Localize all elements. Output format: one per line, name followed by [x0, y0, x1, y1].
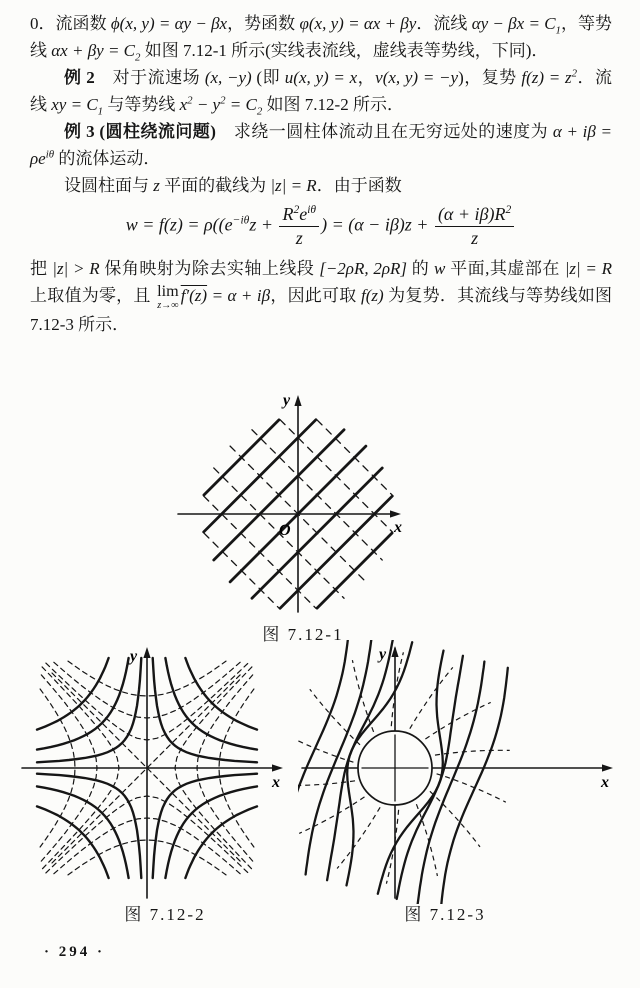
text-block: [30, 10, 612, 338]
y-axis-label: y: [379, 646, 387, 663]
paragraph-setup: 设圆柱面与 z 平面的截线为 |z| = R．由于函数: [64, 176, 402, 195]
figure-7-12-1: [158, 386, 498, 646]
paragraph-intro: 0．流函数 ϕ(x, y) = αy − βx，势函数 φ(x, y) = αx + βy．流线 $\alpha y - \beta x = C_1$，等势线 $\alpha x + \beta y = C_2$ 如图 7.12-1 所示(实线表流线，虚线表等势线，下同)．: [30, 14, 613, 64]
paragraph-mapping: 把 |z| > R 保角映射为除去实轴上线段 [−2ρR, 2ρR] 的 w 平面,其虚部在 |z| = R 上取值为零，且 lim z→∞ f′(z) = α + iβ，因此可取 f(z) 为复势．其流线与等势线如图 7.12-3 所示．: [30, 259, 613, 335]
x-axis-label: x: [601, 774, 609, 791]
figure-7-12-1-plot: [158, 386, 498, 624]
figure-7-12-3-plot: [298, 640, 628, 904]
x-axis-label: x: [394, 519, 402, 536]
x-axis-label: x: [272, 774, 280, 791]
figure-caption-2: 图 7.12-2: [124, 905, 206, 924]
figure-7-12-2: [10, 640, 310, 926]
paragraph-example-2: 例 2 对于流速场 (x, −y) (即 u(x, y) = x，v(x, y) = −y)，复势 $f(z) = z^2$．流线 xy = $C_1$ 与等势线 $x^2 - y^2 = C_2$ 如图 7.12-2 所示．: [30, 67, 613, 118]
figure-7-12-3: [298, 640, 628, 926]
figure-caption-1: 图 7.12-1: [262, 625, 344, 644]
formula-complex-potential: $w = f(z) = \rho((e^{-i\theta}z$ + $\frac{R^2e^{i\theta}}{z}$ ) = (α − iβ)z + $\frac{(\alpha + i\beta)R^2}{z}$: [30, 204, 612, 248]
paragraph-example-3: 例 3 (圆柱绕流问题) 求绕一圆柱体流动且在无穷远处的速度为 $\alpha + i\beta = \rho e^{i\theta}$ 的流体运动．: [30, 122, 612, 168]
figure-7-12-2-plot: [10, 640, 310, 904]
figure-caption-3: 图 7.12-3: [404, 905, 486, 924]
y-axis-label: y: [130, 648, 138, 665]
y-axis-label: y: [283, 392, 291, 409]
origin-label: O: [279, 522, 291, 539]
page-number: · 294 ·: [44, 944, 106, 960]
